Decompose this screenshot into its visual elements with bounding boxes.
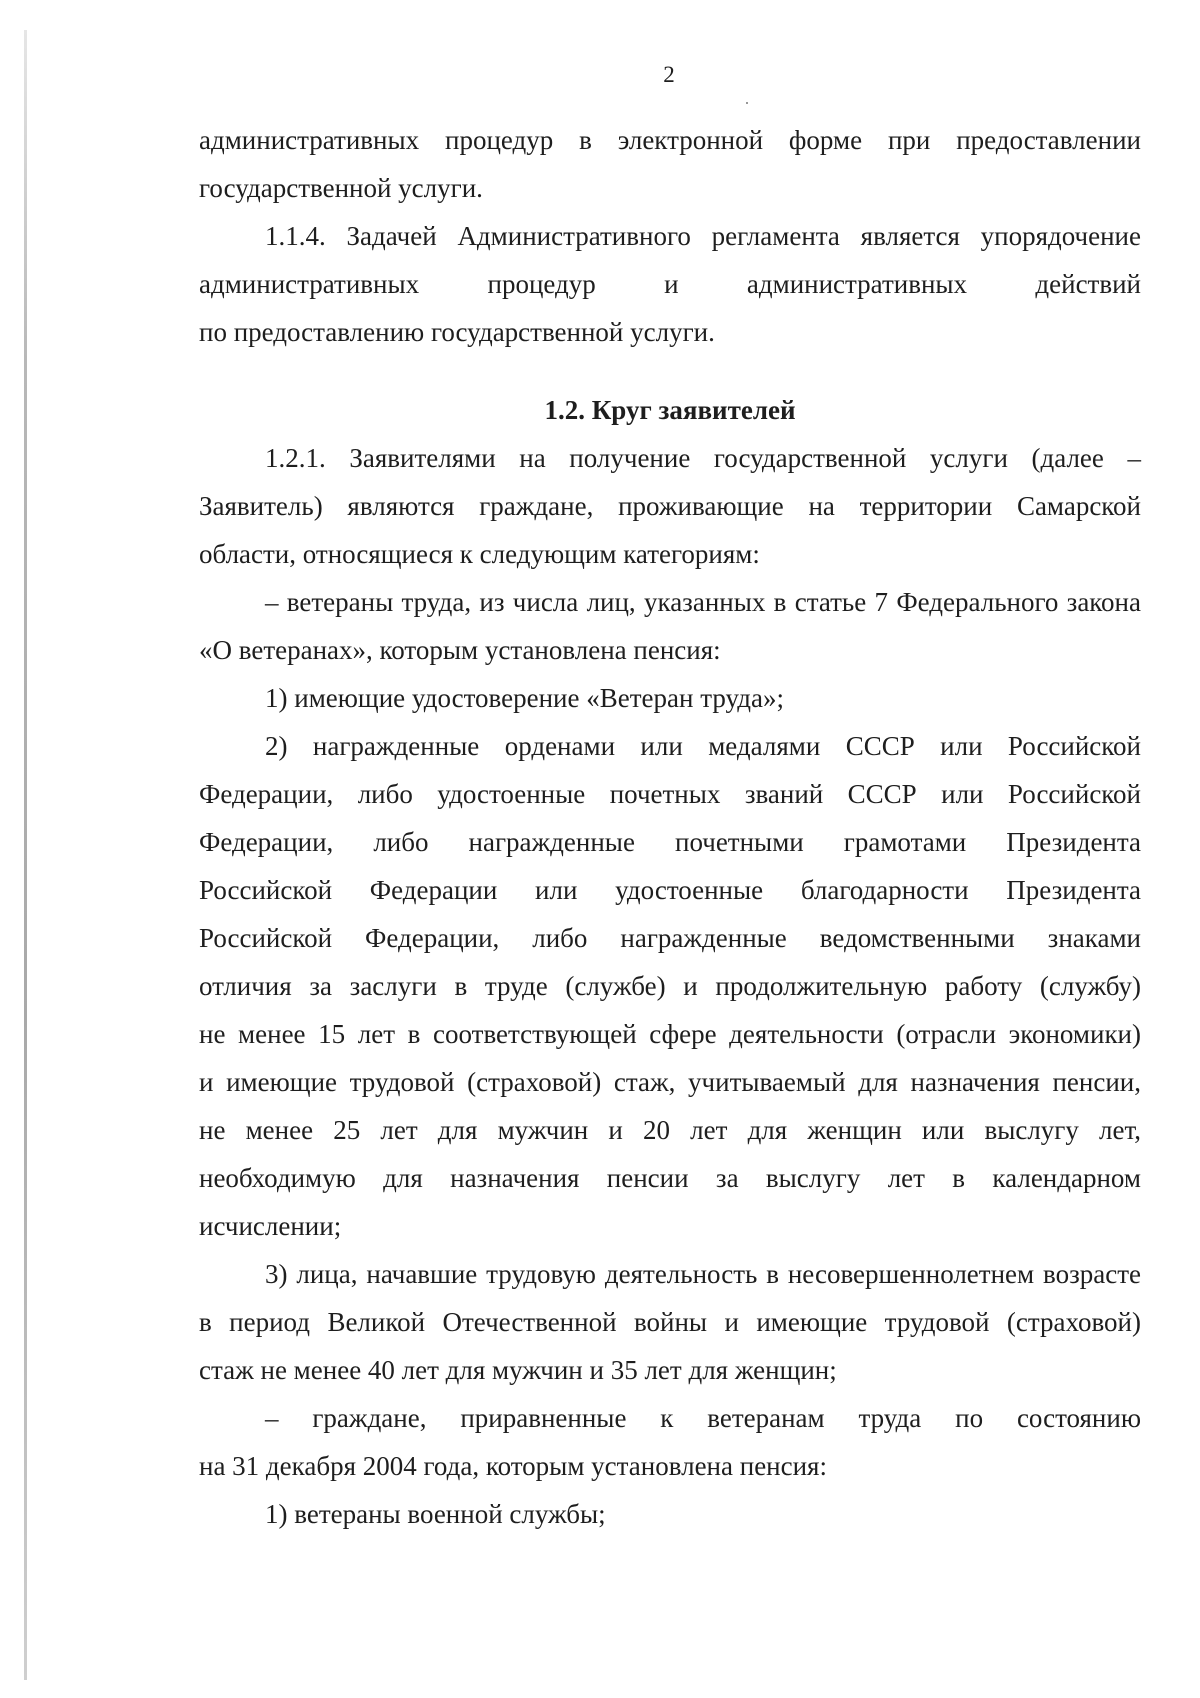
text-line: административных процедур в электронной форме при предоставлении: [199, 125, 1141, 155]
text-line: Федерации, либо удостоенные почетных званий СССР или Российской: [199, 779, 1141, 809]
text-line: 1) имеющие удостоверение «Ветеран труда»;: [265, 683, 784, 713]
text-line: 2) награжденные орденами или медалями СССР или Российской: [265, 731, 1141, 761]
text-line: не менее 25 лет для мужчин и 20 лет для женщин или выслугу лет,: [199, 1115, 1141, 1145]
text-line: – ветераны труда, из числа лиц, указанных в статье 7 Федерального закона: [265, 587, 1141, 617]
section-heading: 1.2. Круг заявителей: [544, 395, 796, 425]
list-item-1: [199, 674, 1141, 722]
text-line: стаж не менее 40 лет для мужчин и 35 лет для женщин;: [199, 1355, 837, 1385]
text-line: 1.2.1. Заявителями на получение государственной услуги (далее –: [265, 443, 1141, 473]
text-line: Российской Федерации или удостоенные благодарности Президента: [199, 875, 1141, 905]
list-item-2: [199, 722, 1141, 1250]
paragraph-labor-veterans: [199, 578, 1141, 674]
text-line: Федерации, либо награжденные почетными грамотами Президента: [199, 827, 1141, 857]
text-line: 1) ветераны военной службы;: [265, 1499, 606, 1529]
text-line: необходимую для назначения пенсии за выслугу лет в календарном: [199, 1163, 1141, 1193]
paragraph-continuation: [199, 116, 1141, 212]
text-line: Российской Федерации, либо награжденные ведомственными знаками: [199, 923, 1141, 953]
scan-speck: [746, 102, 748, 104]
text-line: государственной услуги.: [199, 173, 483, 203]
text-line: области, относящиеся к следующим категориям:: [199, 539, 760, 569]
text-line: Заявитель) являются граждане, проживающие на территории Самарской: [199, 491, 1141, 521]
text-line: исчислении;: [199, 1211, 342, 1241]
text-line: отличия за заслуги в труде (службе) и продолжительную работу (службу): [199, 971, 1141, 1001]
text-line: в период Великой Отечественной войны и имеющие трудовой (страховой): [199, 1307, 1141, 1337]
paragraph-1-1-4: [199, 212, 1141, 356]
document-body: [199, 116, 1141, 1538]
paragraph-1-2-1: [199, 434, 1141, 578]
text-line: «О ветеранах», которым установлена пенсия:: [199, 635, 721, 665]
text-line: административных процедур и административных действий: [199, 269, 1141, 299]
scan-edge-shadow: [24, 30, 27, 1680]
paragraph-equated-citizens: [199, 1394, 1141, 1490]
text-line: 1.1.4. Задачей Административного регламента является упорядочение: [265, 221, 1141, 251]
list-item-military-veterans: [199, 1490, 1141, 1538]
page-number: 2: [663, 62, 675, 87]
text-line: и имеющие трудовой (страховой) стаж, учитываемый для назначения пенсии,: [199, 1067, 1141, 1097]
text-line: не менее 15 лет в соответствующей сфере деятельности (отрасли экономики): [199, 1019, 1141, 1049]
list-item-3: [199, 1250, 1141, 1394]
text-line: – граждане, приравненные к ветеранам труда по состоянию: [265, 1403, 1141, 1433]
text-line: на 31 декабря 2004 года, которым установлена пенсия:: [199, 1451, 827, 1481]
text-line: по предоставлению государственной услуги.: [199, 317, 715, 347]
text-line: 3) лица, начавшие трудовую деятельность в несовершеннолетнем возрасте: [265, 1259, 1141, 1289]
